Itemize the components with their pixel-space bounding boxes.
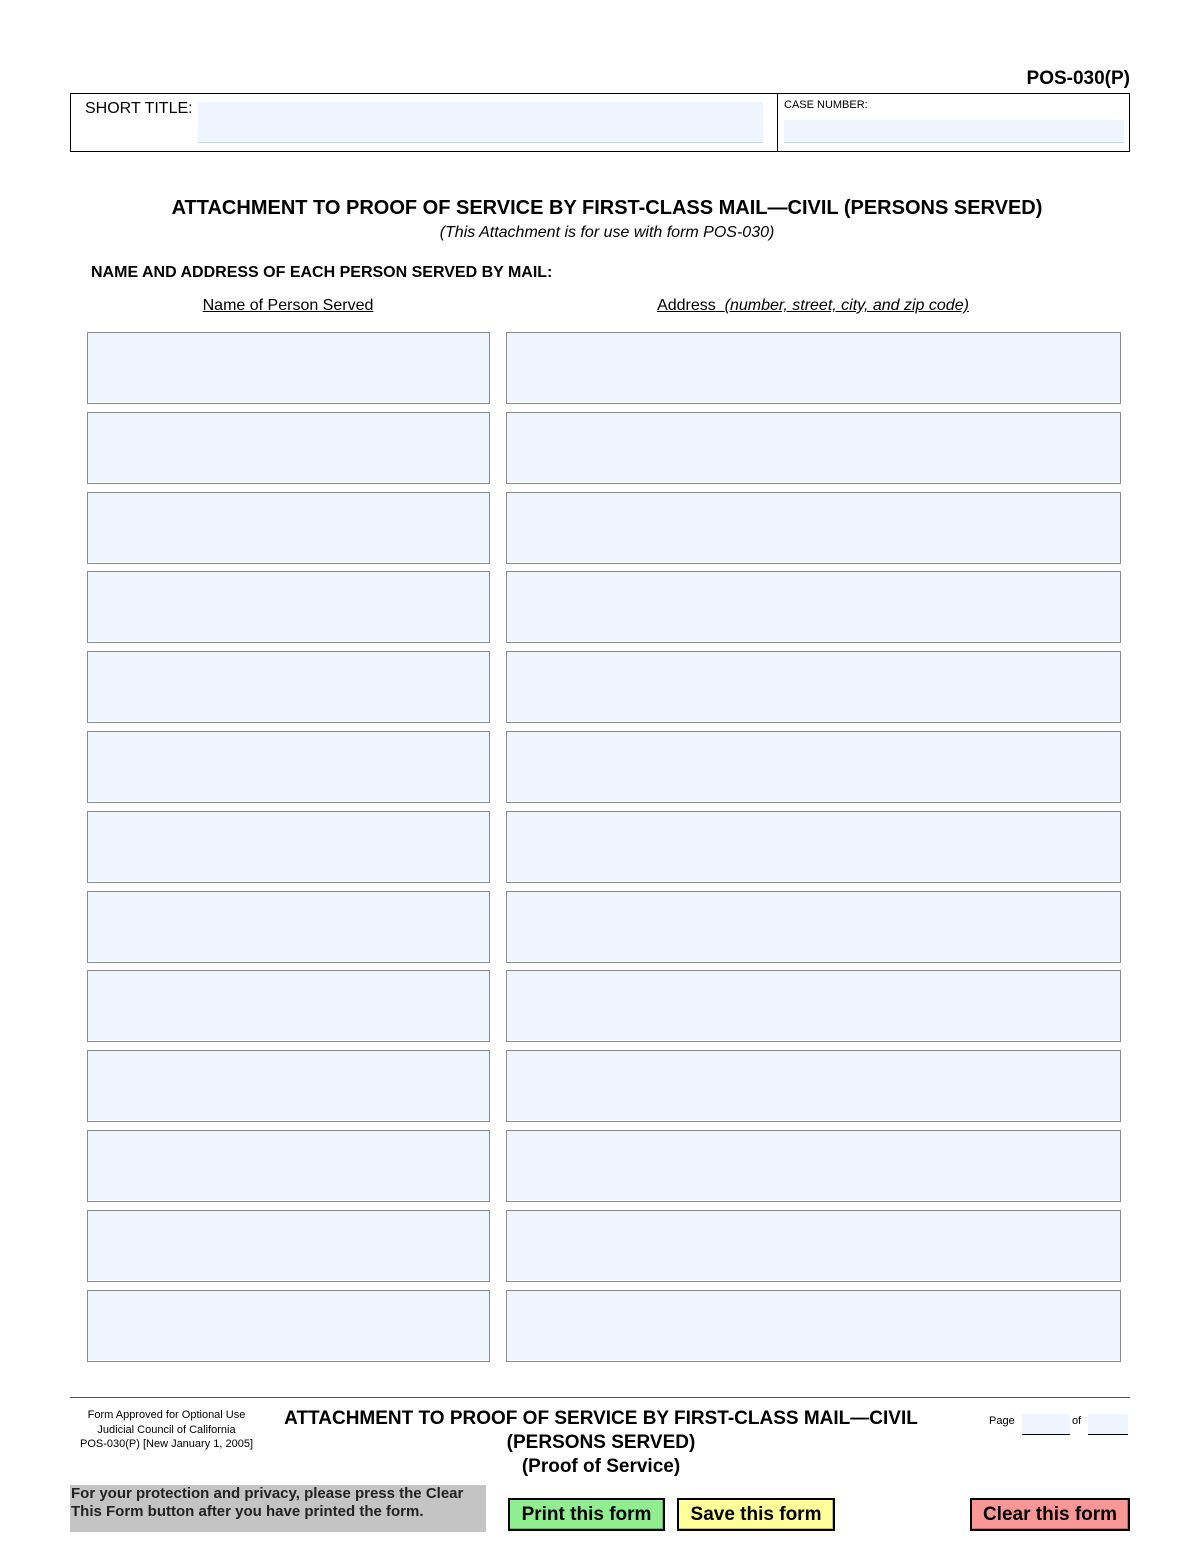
clear-button[interactable]: Clear this form <box>970 1498 1130 1531</box>
approval-line-2: Judicial Council of California <box>97 1423 236 1436</box>
column-header-name <box>87 297 489 315</box>
person-address-field[interactable] <box>506 492 1121 564</box>
person-address-field[interactable] <box>506 412 1121 484</box>
column-header-name-text: Name of Person Served <box>202 297 374 314</box>
person-name-field[interactable] <box>87 970 490 1042</box>
person-address-field[interactable] <box>506 731 1121 803</box>
person-address-field[interactable] <box>506 1050 1121 1122</box>
save-button[interactable]: Save this form <box>677 1498 835 1531</box>
footer-title-line-2: (PERSONS SERVED) <box>506 1432 696 1453</box>
person-address-field[interactable] <box>506 970 1121 1042</box>
page-number-input[interactable] <box>1022 1414 1070 1435</box>
case-number-divider <box>777 94 778 151</box>
approval-line-1: Form Approved for Optional Use <box>87 1409 246 1421</box>
footer-title <box>268 1407 934 1479</box>
short-title-input[interactable] <box>198 102 763 143</box>
privacy-note: For your protection and privacy, please press the Clear This Form button after you have printed the form. <box>70 1485 486 1532</box>
column-header-address <box>506 297 1120 315</box>
person-name-field[interactable] <box>87 651 490 723</box>
form-code: POS-030(P) <box>1026 68 1130 89</box>
page-label: Page <box>989 1415 1015 1427</box>
of-label: of <box>1072 1415 1082 1427</box>
print-button[interactable]: Print this form <box>508 1498 665 1531</box>
person-address-field[interactable] <box>506 651 1121 723</box>
person-address-field[interactable] <box>506 1290 1121 1362</box>
page-total-input[interactable] <box>1088 1414 1128 1435</box>
section-heading: NAME AND ADDRESS OF EACH PERSON SERVED BY MAIL: <box>91 264 553 281</box>
case-number-label: CASE NUMBER: <box>784 99 868 111</box>
person-address-field[interactable] <box>506 811 1121 883</box>
person-name-field[interactable] <box>87 1290 490 1362</box>
short-title-label: SHORT TITLE: <box>85 100 193 117</box>
person-name-field[interactable] <box>87 731 490 803</box>
person-address-field[interactable] <box>506 1210 1121 1282</box>
person-address-field[interactable] <box>506 891 1121 963</box>
column-header-address-hint: (number, street, city, and zip code) <box>724 297 969 314</box>
person-address-field[interactable] <box>506 571 1121 643</box>
footer-rule <box>70 1397 1130 1398</box>
person-name-field[interactable] <box>87 412 490 484</box>
person-name-field[interactable] <box>87 811 490 883</box>
person-address-field[interactable] <box>506 332 1121 404</box>
person-name-field[interactable] <box>87 332 490 404</box>
column-header-address-text: Address <box>657 297 716 314</box>
subtitle: (This Attachment is for use with form POS-030) <box>439 224 775 241</box>
case-number-input[interactable] <box>784 120 1124 143</box>
main-title: ATTACHMENT TO PROOF OF SERVICE BY FIRST-CLASS MAIL—CIVIL (PERSONS SERVED) <box>171 197 1043 219</box>
footer-title-line-1: ATTACHMENT TO PROOF OF SERVICE BY FIRST-CLASS MAIL—CIVIL <box>284 1408 918 1429</box>
person-name-field[interactable] <box>87 1210 490 1282</box>
header-box <box>70 93 1130 152</box>
approval-note <box>70 1408 263 1452</box>
person-name-field[interactable] <box>87 891 490 963</box>
person-name-field[interactable] <box>87 1050 490 1122</box>
person-name-field[interactable] <box>87 1130 490 1202</box>
approval-line-3: POS-030(P) [New January 1, 2005] <box>79 1438 254 1450</box>
person-name-field[interactable] <box>87 571 490 643</box>
person-name-field[interactable] <box>87 492 490 564</box>
footer-title-line-3: (Proof of Service) <box>521 1456 681 1477</box>
person-address-field[interactable] <box>506 1130 1121 1202</box>
